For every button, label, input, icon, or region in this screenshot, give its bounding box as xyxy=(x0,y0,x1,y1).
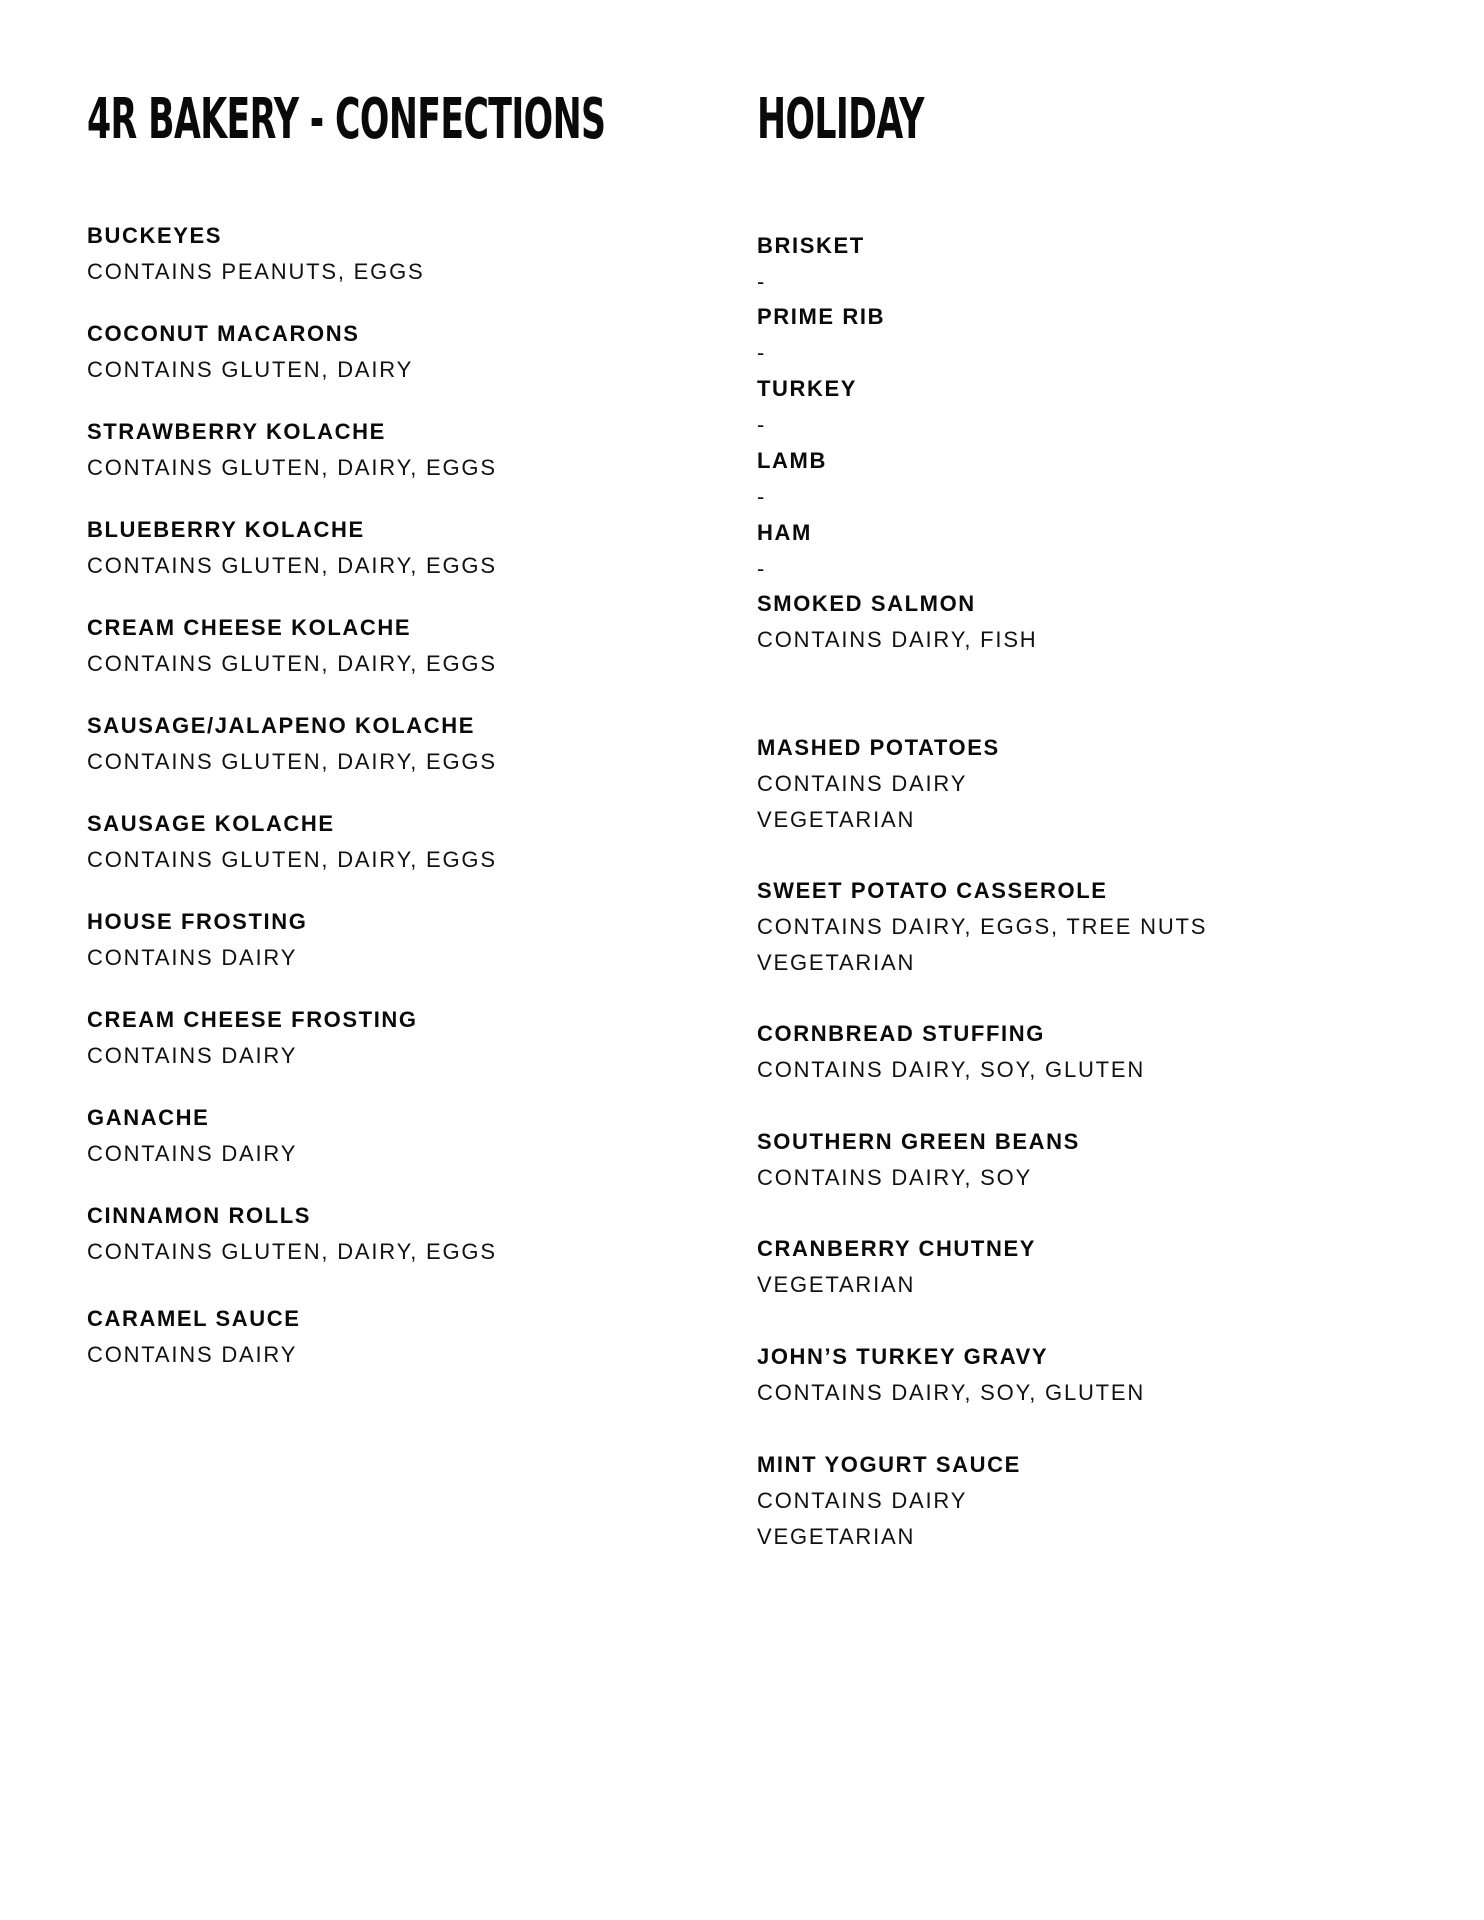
confection-item-blueberry-kolache xyxy=(87,512,497,584)
item-allergens: - xyxy=(757,556,767,581)
item-allergens: CONTAINS GLUTEN, DAIRY, EGGS xyxy=(87,1239,497,1264)
item-name: CORNBREAD STUFFING xyxy=(757,1021,1045,1046)
confection-item-caramel-sauce xyxy=(87,1301,301,1373)
item-allergens: CONTAINS GLUTEN, DAIRY, EGGS xyxy=(87,847,497,872)
holiday-item-john-s-turkey-gravy xyxy=(757,1339,1145,1411)
item-name: LAMB xyxy=(757,448,827,473)
item-allergens: CONTAINS DAIRY, EGGS, TREE NUTS xyxy=(757,914,1208,939)
holiday-item-prime-rib xyxy=(757,299,885,371)
confections-title: 4R BAKERY - CONFECTIONS xyxy=(87,87,606,152)
holiday-item-cornbread-stuffing xyxy=(757,1016,1145,1088)
confection-item-ganache xyxy=(87,1100,297,1172)
confection-item-buckeyes xyxy=(87,218,424,290)
item-allergens: CONTAINS DAIRY xyxy=(757,771,968,796)
item-allergens: CONTAINS DAIRY, SOY, GLUTEN xyxy=(757,1380,1146,1405)
item-allergens: CONTAINS GLUTEN, DAIRY, EGGS xyxy=(87,749,497,774)
item-diet-note: VEGETARIAN xyxy=(757,807,916,832)
holiday-title: HOLIDAY xyxy=(757,87,924,152)
item-allergens: CONTAINS GLUTEN, DAIRY, EGGS xyxy=(87,455,497,480)
item-allergens: CONTAINS DAIRY, SOY, GLUTEN xyxy=(757,1057,1146,1082)
item-allergens: - xyxy=(757,412,767,437)
item-allergens: CONTAINS DAIRY xyxy=(757,1488,968,1513)
holiday-item-lamb xyxy=(757,443,827,515)
item-allergens: - xyxy=(757,340,767,365)
confection-item-cinnamon-rolls xyxy=(87,1198,497,1270)
item-name: MINT YOGURT SAUCE xyxy=(757,1452,1021,1477)
holiday-item-turkey xyxy=(757,371,857,443)
holiday-item-smoked-salmon xyxy=(757,586,1038,658)
item-diet-note: VEGETARIAN xyxy=(757,950,916,975)
item-allergens: CONTAINS DAIRY xyxy=(87,1043,298,1068)
holiday-item-cranberry-chutney xyxy=(757,1231,1036,1303)
item-name: SOUTHERN GREEN BEANS xyxy=(757,1129,1080,1154)
holiday-item-ham xyxy=(757,515,812,587)
item-name: CRANBERRY CHUTNEY xyxy=(757,1236,1036,1261)
item-name: SAUSAGE/JALAPENO KOLACHE xyxy=(87,713,475,738)
confection-item-sausage-kolache xyxy=(87,806,497,878)
item-diet-note: VEGETARIAN xyxy=(757,1524,916,1549)
item-allergens: CONTAINS GLUTEN, DAIRY, EGGS xyxy=(87,553,497,578)
item-allergens: CONTAINS DAIRY xyxy=(87,945,298,970)
item-name: TURKEY xyxy=(757,376,858,401)
item-name: HOUSE FROSTING xyxy=(87,909,308,934)
item-name: CARAMEL SAUCE xyxy=(87,1306,301,1331)
item-name: BRISKET xyxy=(757,233,865,258)
item-name: SAUSAGE KOLACHE xyxy=(87,811,335,836)
item-name: SWEET POTATO CASSEROLE xyxy=(757,878,1108,903)
item-name: GANACHE xyxy=(87,1105,210,1130)
item-allergens: CONTAINS GLUTEN, DAIRY xyxy=(87,357,414,382)
confection-item-cream-cheese-frosting xyxy=(87,1002,418,1074)
item-name: SMOKED SALMON xyxy=(757,591,976,616)
holiday-item-brisket xyxy=(757,228,865,300)
holiday-item-mashed-potatoes xyxy=(757,730,1000,838)
confection-item-house-frosting xyxy=(87,904,307,976)
item-allergens: VEGETARIAN xyxy=(757,1272,916,1297)
confection-item-strawberry-kolache xyxy=(87,414,497,486)
confection-item-coconut-macarons xyxy=(87,316,413,388)
item-allergens: CONTAINS PEANUTS, EGGS xyxy=(87,259,425,284)
item-allergens: - xyxy=(757,269,767,294)
item-name: BUCKEYES xyxy=(87,223,223,248)
holiday-item-southern-green-beans xyxy=(757,1124,1080,1196)
item-name: CINNAMON ROLLS xyxy=(87,1203,312,1228)
item-allergens: CONTAINS DAIRY, SOY xyxy=(757,1165,1033,1190)
item-name: MASHED POTATOES xyxy=(757,735,1000,760)
item-name: BLUEBERRY KOLACHE xyxy=(87,517,365,542)
item-allergens: CONTAINS DAIRY xyxy=(87,1342,298,1367)
item-name: HAM xyxy=(757,520,812,545)
item-allergens: CONTAINS DAIRY xyxy=(87,1141,298,1166)
item-allergens: CONTAINS DAIRY, FISH xyxy=(757,627,1038,652)
confection-item-cream-cheese-kolache xyxy=(87,610,497,682)
item-name: CREAM CHEESE KOLACHE xyxy=(87,615,412,640)
item-allergens: CONTAINS GLUTEN, DAIRY, EGGS xyxy=(87,651,497,676)
holiday-item-mint-yogurt-sauce xyxy=(757,1447,1021,1555)
item-name: STRAWBERRY KOLACHE xyxy=(87,419,386,444)
item-name: COCONUT MACARONS xyxy=(87,321,360,346)
holiday-item-sweet-potato-casserole xyxy=(757,873,1207,981)
item-name: JOHN’S TURKEY GRAVY xyxy=(757,1344,1049,1369)
item-name: CREAM CHEESE FROSTING xyxy=(87,1007,418,1032)
item-allergens: - xyxy=(757,484,767,509)
confection-item-sausage-jalapeno-kolache xyxy=(87,708,497,780)
item-name: PRIME RIB xyxy=(757,304,886,329)
